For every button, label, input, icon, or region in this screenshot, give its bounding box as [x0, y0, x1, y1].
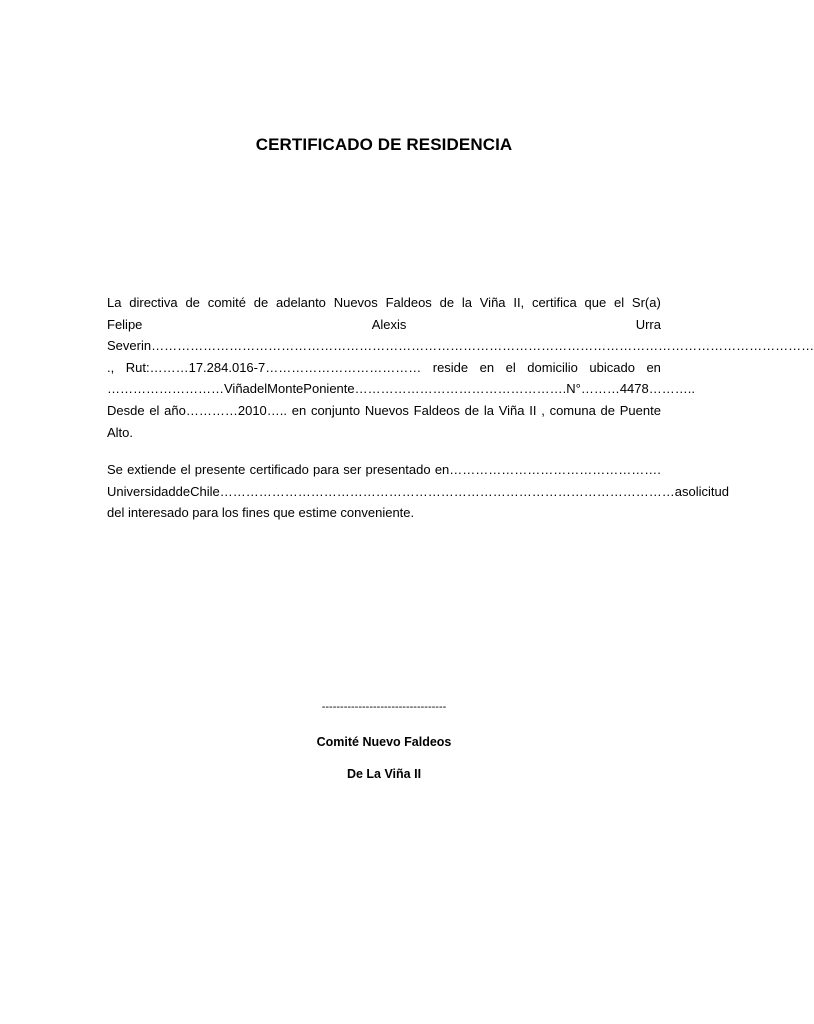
- word: Desde: [107, 402, 145, 418]
- word: presente: [194, 462, 246, 477]
- paragraph-line: [107, 400, 661, 422]
- word: reside: [432, 359, 469, 375]
- word: Monte: [267, 381, 304, 397]
- word: de: [600, 402, 616, 418]
- word: La: [107, 295, 122, 310]
- word: en: [479, 359, 495, 375]
- word: Faldeos: [413, 402, 460, 418]
- year-field: año…………2010…..: [164, 402, 288, 418]
- word: conjunto: [310, 402, 361, 418]
- word: Viña: [498, 402, 525, 418]
- paragraph-line: [107, 292, 661, 314]
- signatory-subtitle: De La Viña II: [346, 767, 422, 781]
- paragraph-line: Alto.: [107, 424, 134, 440]
- word: certificado: [249, 462, 309, 477]
- word: II,: [513, 295, 525, 310]
- document-title: CERTIFICADO DE RESIDENCIA: [255, 135, 513, 154]
- word: de: [439, 295, 455, 310]
- paragraph-line: Severin………………………………………………………………………………………………………………………………………: [107, 338, 814, 354]
- word: de: [175, 483, 191, 499]
- word: Nuevos: [364, 402, 409, 418]
- signatory-name: Comité Nuevo Faldeos: [316, 735, 452, 749]
- word: .,: [107, 359, 115, 375]
- paragraph-line: [107, 481, 729, 503]
- word: ser: [343, 462, 362, 477]
- word: ubicado: [589, 359, 635, 375]
- word: Se: [107, 462, 123, 477]
- word: extiende: [127, 462, 177, 477]
- first-name: Felipe: [107, 316, 143, 332]
- middle-name: Alexis: [371, 316, 407, 332]
- word: que: [584, 295, 607, 310]
- word: presentado: [365, 462, 431, 477]
- word: adelanto: [276, 295, 326, 310]
- word: en: [646, 359, 661, 375]
- word: certifica: [531, 295, 577, 310]
- word: a: [674, 483, 682, 499]
- paragraph-line: [107, 378, 695, 400]
- word: del: [249, 381, 268, 397]
- word: comuna: [549, 402, 596, 418]
- word: Sr(a): [631, 295, 661, 310]
- purpose-paragraph: [107, 459, 729, 524]
- surname: Urra: [635, 316, 661, 332]
- signature-line: ----------------------------------: [321, 701, 447, 713]
- word: de: [464, 402, 480, 418]
- institution-field: Chile……………………………………………………………………………………………: [190, 483, 675, 499]
- paragraph-line: [107, 459, 661, 481]
- word: de: [253, 295, 269, 310]
- word: Puente: [619, 402, 661, 418]
- word: la: [483, 402, 494, 418]
- word: ,: [541, 402, 545, 418]
- certificate-paragraph: [107, 292, 814, 443]
- word: domicilio: [527, 359, 578, 375]
- word: Poniente………………………………………….: [303, 381, 567, 397]
- paragraph-line: [107, 357, 661, 379]
- word: la: [461, 295, 472, 310]
- word: el: [614, 295, 625, 310]
- word: solicitud: [681, 483, 729, 499]
- word: el: [505, 359, 516, 375]
- paragraph-line: del interesado para los fines que estime conveniente.: [107, 505, 415, 521]
- word: para: [313, 462, 340, 477]
- word: Viña: [479, 295, 506, 310]
- word: el: [180, 462, 191, 477]
- word: directiva: [129, 295, 178, 310]
- paragraph-line: [107, 314, 661, 336]
- word: comité: [207, 295, 246, 310]
- word: en………………………………………….: [434, 462, 661, 477]
- word: II: [529, 402, 537, 418]
- word: el: [149, 402, 160, 418]
- word: en: [291, 402, 307, 418]
- word: Nuevos: [333, 295, 378, 310]
- rut-field: Rut:………17.284.016-7………………………………: [125, 359, 422, 375]
- word: de: [185, 295, 200, 310]
- word: Universidad: [107, 483, 176, 499]
- word: Faldeos: [385, 295, 432, 310]
- address-field: ………………………Viña: [107, 381, 250, 397]
- number-field: N°………4478………..: [566, 381, 695, 397]
